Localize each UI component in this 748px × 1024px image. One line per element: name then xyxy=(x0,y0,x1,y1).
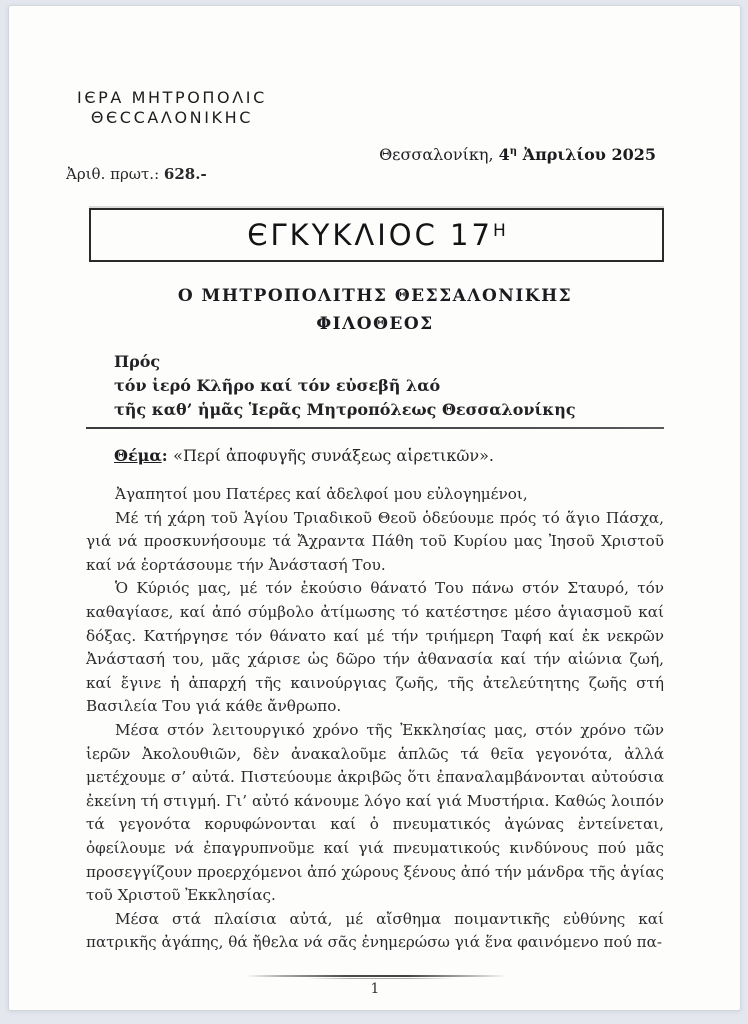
recipients-block xyxy=(114,350,576,422)
subject-text: «Περί ἀποφυγῆς συνάξεως αἱρετικῶν». xyxy=(173,446,494,465)
recipients-line-2: τόν ἱερό Κλῆρο καί τόν εὐσεβῆ λαό xyxy=(114,376,441,395)
date-city: Θεσσαλονίκη, xyxy=(379,145,499,164)
document-page xyxy=(8,5,741,1011)
protocol-value: 628.- xyxy=(163,165,207,183)
recipients-line-1: Πρός xyxy=(114,352,161,371)
body-paragraph: Ὁ Κύριός μας, μέ τόν ἑκούσιο θάνατό Του πάνω στόν Σταυρό, τόν καθαγίασε, καί ἀπό σύμβολο ἀτίμωσης τό κατέστησε μέσο ἁγιασμοῦ καί δόξας. Κατήργησε τόν θάνατο καί μέ τήν τριήμερη Ταφή καί ἐκ νεκρῶν Ἀνάστασή του, μᾶς χάρισε ὡς δῶρο τήν ἀθανασία καί τήν αἰώνια ζωή, καί ἔγινε ἡ ἀπαρχή τῆς καινούργιας ζωῆς, τῆς ἀτελεύτητης ζωῆς στή Βασιλεία Του γιά κάθε ἄνθρωπο. xyxy=(86,579,664,716)
author-block xyxy=(86,282,664,338)
page-number: 1 xyxy=(370,981,380,997)
date-value xyxy=(499,145,656,164)
divider-rule xyxy=(86,427,664,429)
date-month-year: Ἀπριλίου 2025 xyxy=(517,145,656,164)
letterhead-line-2: ΘЄϹϹΑΛΟΝΙΚΗϹ xyxy=(90,108,254,127)
body-paragraph: Μέσα στά πλαίσια αὐτά, μέ αἴσθημα ποιμαντικῆς εὐθύνης καί πατρικῆς ἀγάπης, θά ἤθελα νά σᾶς ἐνημερώσω γιά ἕνα φαινόμενο πού πα- xyxy=(86,909,664,952)
footer-rule xyxy=(245,975,507,977)
encyclical-title xyxy=(247,218,506,252)
encyclical-title-box xyxy=(89,208,664,262)
subject-label: Θέμα xyxy=(114,446,162,465)
author-name: ΦΙΛΟΘΕΟΣ xyxy=(316,314,434,334)
protocol-number xyxy=(66,165,207,183)
encyclical-title-text: ЄΓΚΥΚΛΙΟϹ 17 xyxy=(247,218,493,252)
letterhead-line-1: ΙЄΡΑ ΜΗΤΡΟΠΟΛΙϹ xyxy=(77,88,267,107)
date-line xyxy=(379,145,656,164)
recipients-line-3: τῆς καθ’ ἡμᾶς Ἱερᾶς Μητροπόλεως Θεσσαλονίκης xyxy=(114,400,576,419)
subject-line xyxy=(114,446,494,465)
encyclical-title-superscript: Η xyxy=(492,221,506,241)
author-title: Ο ΜΗΤΡΟΠΟΛΙΤΗΣ ΘΕΣΣΑΛΟΝΙΚΗΣ xyxy=(177,286,573,306)
body-paragraph: Ἀγαπητοί μου Πατέρες καί ἀδελφοί μου εὐλογημένοι, xyxy=(115,485,528,503)
subject-separator: : xyxy=(161,446,174,465)
protocol-label: Ἀριθ. πρωτ.: xyxy=(66,165,164,183)
date-day: 4 xyxy=(498,145,510,164)
date-day-ordinal: η xyxy=(509,146,518,157)
body-paragraph: Μέσα στόν λειτουργικό χρόνο τῆς Ἐκκλησίας μας, στόν χρόνο τῶν ἱερῶν Ἀκολουθιῶν, δὲν ἀνακαλοῦμε ἁπλῶς τά θεῖα γεγονότα, ἀλλά μετέχουμε σ’ αὐτά. Πιστεύουμε ἀκριβῶς ὅτι ἐπαναλαμβάνονται αὐτούσια ἐκείνη τή στιγμή. Γι’ αὐτό κάνουμε λόγο καί γιά Μυστήρια. Καθώς λοιπόν τά γεγονότα κορυφώνονται καί ὁ πνευματικός ἀγώνας ἐντείνεται, ὀφείλουμε νά ἐπαγρυπνοῦμε καί γιά πνευματικούς κινδύνους πού μᾶς προσεγγίζουν προερχόμενοι ἀπό χώρους ξένους ἀπό τήν μάνδρα τῆς ἁγίας τοῦ Χριστοῦ Ἐκκλησίας. xyxy=(86,720,664,905)
body-paragraph: Μέ τή χάρη τοῦ Ἁγίου Τριαδικοῦ Θεοῦ ὁδεύουμε πρός τό ἅγιο Πάσχα, γιά νά προσκυνήσουμε τά Ἄχραντα Πάθη τοῦ Κυρίου μας Ἰησοῦ Χριστοῦ καί νά ἑορτάσουμε τήν Ἀνάστασή Του. xyxy=(86,508,664,574)
letter-body xyxy=(86,483,664,955)
letterhead xyxy=(77,88,267,128)
